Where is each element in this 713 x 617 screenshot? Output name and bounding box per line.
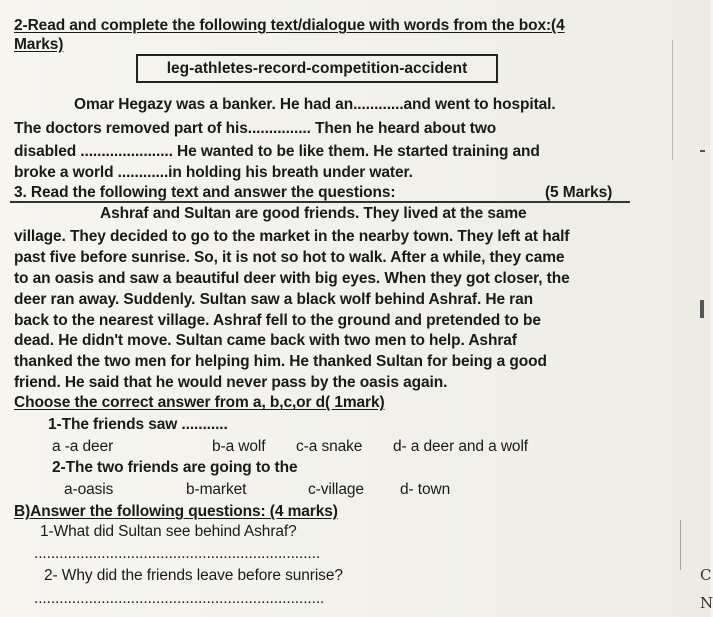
b-answer-line-2: .....................................................................: [34, 590, 325, 607]
q1-option-b: b-a wolf: [212, 438, 266, 455]
edge-letter-c: C: [700, 566, 712, 584]
q2-option-c: c-village: [308, 481, 364, 498]
section3-marks: (5 Marks): [545, 184, 613, 201]
section2-line-3: disabled ...................... He wanted to be like them. He started training and: [14, 143, 540, 160]
b-question-1: 1-What did Sultan see behind Ashraf?: [40, 523, 297, 540]
section2-heading-line2: Marks): [14, 36, 64, 53]
q1-option-c: c-a snake: [296, 438, 363, 455]
passage-line-2: village. They decided to go to the market in the nearby town. They left at half: [14, 228, 570, 245]
passage-line-8: thanked the two men for helping him. He thanked Sultan for being a good: [14, 353, 547, 370]
section3-heading: 3. Read the following text and answer the questions:: [14, 184, 396, 201]
q1-option-a: a -a deer: [52, 438, 114, 455]
edge-margin-line: [672, 40, 673, 160]
q2-stem: 2-The two friends are going to the: [52, 459, 298, 476]
passage-line-1: Ashraf and Sultan are good friends. They lived at the same: [100, 205, 527, 222]
b-heading: B)Answer the following questions: (4 marks): [14, 503, 338, 520]
passage-line-9: friend. He said that he would never pass by the oasis again.: [14, 374, 448, 391]
word-box: leg-athletes-record-competition-accident: [136, 54, 498, 83]
edge-bar-mark: [700, 300, 704, 318]
passage-line-4: to an oasis and saw a beautiful deer with big eyes. When they got closer, the: [14, 270, 570, 287]
passage-line-7: dead. He didn't move. Sultan came back with two men to help. Ashraf: [14, 332, 517, 349]
edge-tick-mark: [700, 150, 705, 152]
section3-heading-rule: [10, 201, 630, 203]
b-question-2: 2- Why did the friends leave before sunrise?: [44, 567, 343, 584]
section2-line-1: Omar Hegazy was a banker. He had an............and went to hospital.: [74, 96, 556, 113]
section2-line-2: The doctors removed part of his............... Then he heard about two: [14, 120, 497, 137]
q1-option-d: d- a deer and a wolf: [393, 438, 529, 455]
q2-option-b: b-market: [186, 481, 247, 498]
section2-line-4: broke a world ............in holding his breath under water.: [14, 164, 413, 181]
edge-letter-n: N: [700, 594, 713, 612]
choose-heading: Choose the correct answer from a, b,c,or d( 1mark): [14, 394, 385, 411]
passage-line-6: back to the nearest village. Ashraf fell to the ground and pretended to be: [14, 312, 541, 329]
q1-stem: 1-The friends saw ...........: [48, 416, 228, 433]
q2-option-a: a-oasis: [64, 481, 114, 498]
passage-line-3: past five before sunrise. So, it is not so hot to walk. After a while, they came: [14, 249, 565, 266]
section2-heading-line1: 2-Read and complete the following text/dialogue with words from the box:(4: [14, 17, 565, 34]
b-answer-line-1: ....................................................................: [34, 545, 321, 562]
q2-option-d: d- town: [400, 481, 451, 498]
passage-line-5: deer ran away. Suddenly. Sultan saw a black wolf behind Ashraf. He ran: [14, 291, 533, 308]
edge-margin-line-lower: [680, 520, 681, 570]
